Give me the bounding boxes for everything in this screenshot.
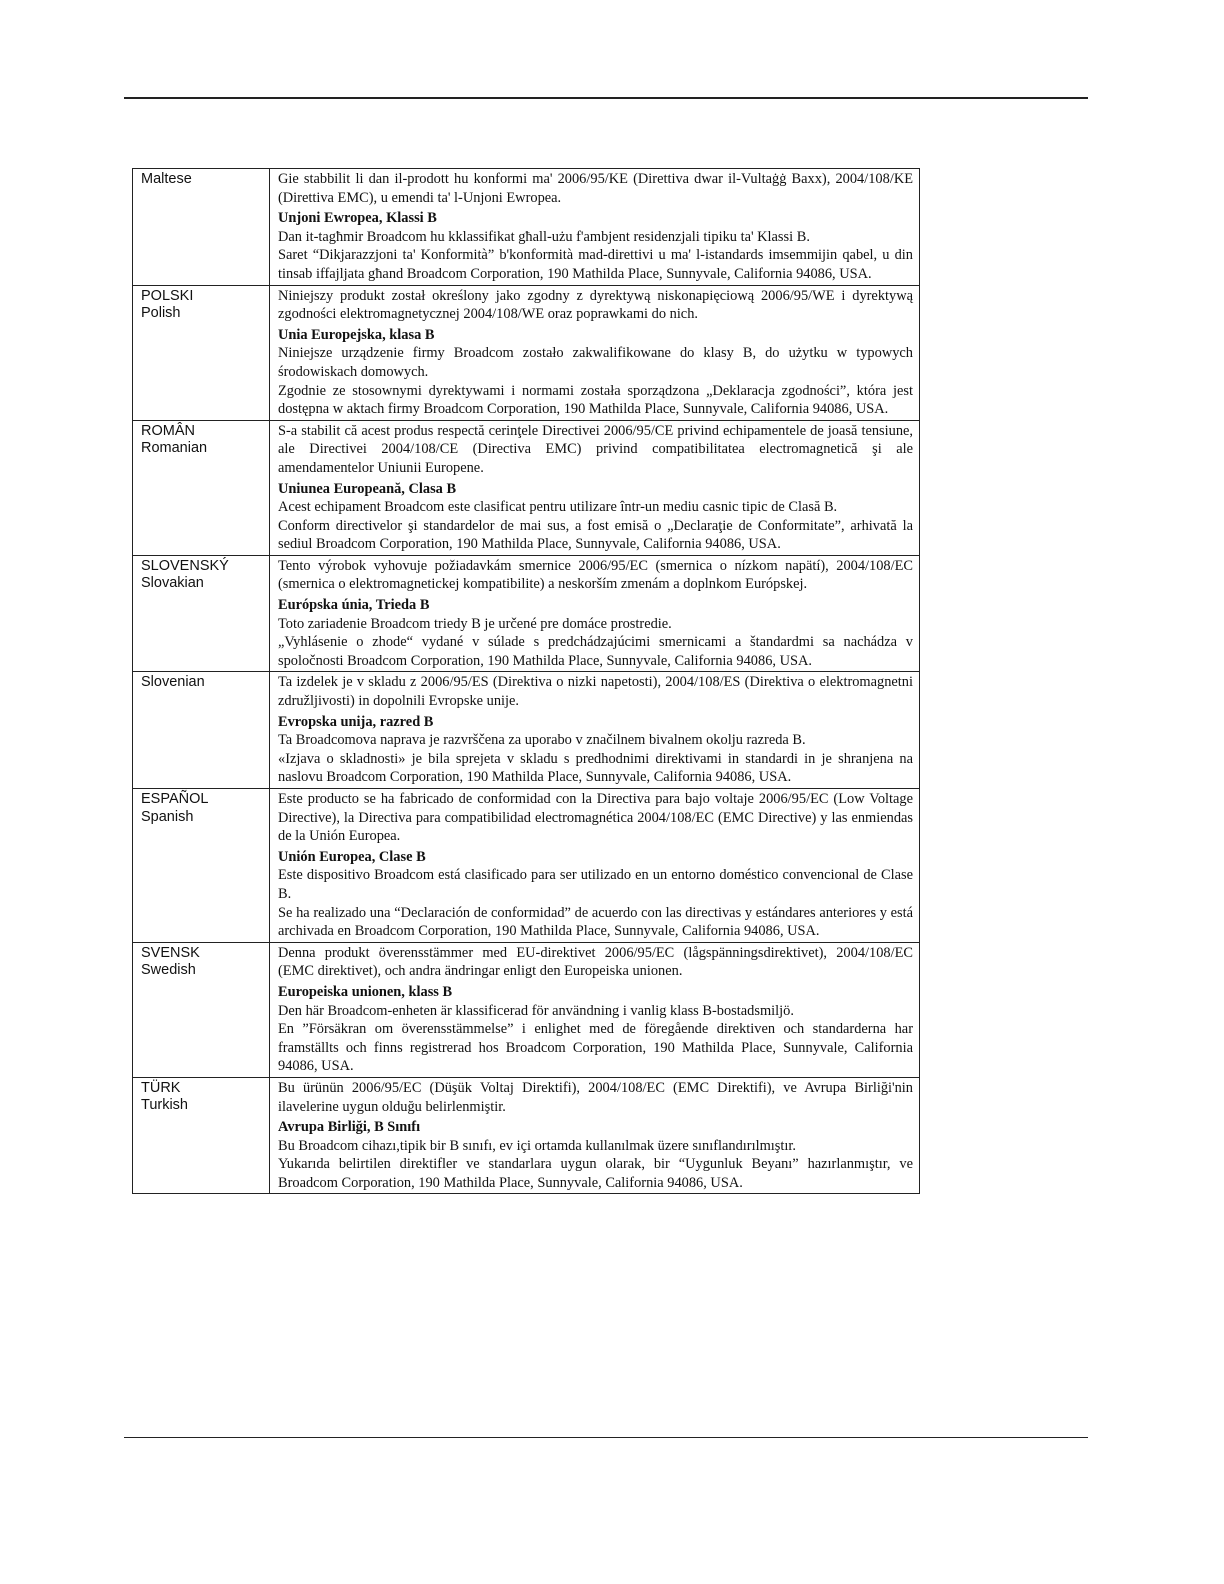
declaration-cell bbox=[270, 555, 920, 672]
conformity-statement: Zgodnie ze stosownymi dyrektywami i normami została sporządzona „Deklaracja zgodności”, która jest dostępna w aktach firmy Broadcom Corporation, 190 Mathilda Place, Sunnyvale, California 94086, USA. bbox=[278, 382, 913, 418]
language-code: TÜRK bbox=[141, 1079, 181, 1096]
conformity-statement: «Izjava o skladnosti» je bila sprejeta v skladu s predhodnimi direktivami in standardi in je shranjena na naslovu Broadcom Corporation, 190 Mathilda Place, Sunnyvale, California 94086, USA. bbox=[278, 750, 913, 786]
language-cell bbox=[133, 169, 270, 286]
eu-declaration-table bbox=[132, 168, 920, 1194]
table-row-swedish bbox=[133, 942, 920, 1077]
class-heading: Uniunea Europeană, Clasa B bbox=[278, 480, 457, 497]
language-code: SVENSK bbox=[141, 944, 200, 961]
language-cell bbox=[133, 1077, 270, 1194]
declaration-cell bbox=[270, 672, 920, 789]
class-statement: Acest echipament Broadcom este clasificat pentru utilizare într-un mediu casnic tipic de Clasă B. bbox=[278, 499, 838, 516]
table-row-polish bbox=[133, 285, 920, 420]
language-name: Swedish bbox=[141, 962, 196, 979]
language-name: Spanish bbox=[141, 808, 194, 825]
class-statement: Niniejsze urządzenie firmy Broadcom zostało zakwalifikowane do klasy B, do użytku w typowych środowiskach domowych. bbox=[278, 345, 913, 380]
class-statement: Ta Broadcomova naprava je razvrščena za uporabo v značilnem bivalnem okolju razreda B. bbox=[278, 732, 806, 749]
conformity-statement: Conform directivelor şi standardelor de mai sus, a fost emisă o „Declaraţie de Conformitate”, arhivată la sediul Broadcom Corporation, 190 Mathilda Place, Sunnyvale, California 94086, USA. bbox=[278, 517, 913, 553]
class-heading: Unjoni Ewropea, Klassi B bbox=[278, 210, 437, 227]
declaration-cell bbox=[270, 789, 920, 943]
declaration-intro: Tento výrobok vyhovuje požiadavkám smernice 2006/95/EC (smernica o nízkom napätí), 2004/108/EC (smernica o elektromagnetickej kompatibilite) a neskorším zmenám a doplnkom Európskej. bbox=[278, 557, 913, 593]
conformity-statement: Se ha realizado una “Declaración de conformidad” de acuerdo con las directivas y estándares anteriores y está archivada en Broadcom Corporation, 190 Mathilda Place, Sunnyvale, California 94086, USA. bbox=[278, 904, 913, 940]
declaration-cell bbox=[270, 169, 920, 286]
declaration-cell bbox=[270, 942, 920, 1077]
language-code: ESPAÑOL bbox=[141, 791, 209, 807]
conformity-statement: Yukarıda belirtilen direktifler ve standarlara uygun olarak, bir “Uygunluk Beyanı” hazırlanmıştır, ve Broadcom Corporation, 190 Mathilda Place, Sunnyvale, California 94086, USA. bbox=[278, 1156, 913, 1191]
footer-rule bbox=[124, 1437, 1088, 1438]
language-cell bbox=[133, 672, 270, 789]
declaration-intro: Denna produkt överensstämmer med EU-direktivet 2006/95/EC (lågspänningsdirektivet), 2004/108/EC (EMC direktivet), och andra ändringar enligt den Europeiska unionen. bbox=[278, 944, 913, 980]
declaration-cell bbox=[270, 420, 920, 555]
class-statement: Bu Broadcom cihazı,tipik bir B sınıfı, ev içi ortamda kullanılmak üzere sınıflandırılmıştır. bbox=[278, 1137, 796, 1154]
declaration-intro: Niniejszy produkt został określony jako zgodny z dyrektywą niskonapięciową 2006/95/WE i dyrektywą zgodności elektromagnetycznej 2004/108/WE oraz poprawkami do nich. bbox=[278, 287, 913, 323]
class-statement: Toto zariadenie Broadcom triedy B je určené pre domáce prostredie. bbox=[278, 615, 672, 632]
declaration-intro: Ta izdelek je v skladu z 2006/95/ES (Direktiva o nizki napetosti), 2004/108/ES (Direktiva o elektromagnetni združljivosti) in dopolnili Evropske unije. bbox=[278, 674, 913, 710]
table-row-slovenian bbox=[133, 672, 920, 789]
language-code: ROMÂN bbox=[141, 422, 195, 439]
language-cell bbox=[133, 555, 270, 672]
conformity-statement: Saret “Dikjarazzjoni ta' Konformità” b'konformità mad-direttivi u ma' l-istandards imsemmijin qabel, u din tinsab iffajljata għand Broadcom Corporation, 190 Mathilda Place, Sunnyvale, California 94086, USA. bbox=[278, 247, 913, 282]
conformity-statement: En ”Försäkran om överensstämmelse” i enlighet med de föregående direktiven och standarderna har framställts och finns registrerad hos Broadcom Corporation, 190 Mathilda Place, Sunnyvale, California 94086, USA. bbox=[278, 1021, 913, 1075]
declaration-intro: S-a stabilit că acest produs respectă cerinţele Directivei 2006/95/CE privind echipamentele de joasă tensiune, ale Directivei 2004/108/CE (Directiva EMC) privind compatibilitatea electromagnetică şi ale amendamentelor Uniunii Europene. bbox=[278, 422, 913, 476]
language-name: Turkish bbox=[141, 1097, 188, 1114]
language-cell bbox=[133, 420, 270, 555]
language-name: Romanian bbox=[141, 440, 208, 457]
language-name: Slovakian bbox=[141, 575, 204, 592]
language-cell bbox=[133, 942, 270, 1077]
table-row-turkish bbox=[133, 1077, 920, 1194]
language-cell bbox=[133, 789, 270, 943]
class-heading: Evropska unija, razred B bbox=[278, 713, 434, 730]
header-rule bbox=[124, 97, 1088, 99]
language-code: Maltese bbox=[141, 171, 192, 187]
class-heading: Avrupa Birliği, B Sınıfı bbox=[278, 1119, 421, 1136]
language-name: Polish bbox=[141, 305, 181, 322]
conformity-statement: „Vyhlásenie o zhode“ vydané v súlade s predchádzajúcimi smernicami a štandardmi sa nachádza v spoločnosti Broadcom Corporation, 190 Mathilda Place, Sunnyvale, California 94086, USA. bbox=[278, 634, 913, 669]
declaration-intro: Bu ürünün 2006/95/EC (Düşük Voltaj Direktifi), 2004/108/EC (EMC Direktifi), ve Avrupa Birliği'nin ilavelerine uygun olduğu belirlenmiştir. bbox=[278, 1079, 913, 1115]
language-code: Slovenian bbox=[141, 674, 205, 691]
class-heading: Európska únia, Trieda B bbox=[278, 597, 430, 614]
language-code: SLOVENSKÝ bbox=[141, 557, 229, 574]
declaration-cell bbox=[270, 285, 920, 420]
language-cell bbox=[133, 285, 270, 420]
table-row-spanish bbox=[133, 789, 920, 943]
declaration-intro: Gie stabbilit li dan il-prodott hu konformi ma' 2006/95/KE (Direttiva dwar il-Vultaġġ Baxx), 2004/108/KE (Direttiva EMC), u emendi ta' l-Unjoni Ewropea. bbox=[278, 171, 913, 206]
class-heading: Unión Europea, Clase B bbox=[278, 848, 426, 865]
language-code: POLSKI bbox=[141, 287, 194, 304]
declaration-intro: Este producto se ha fabricado de conformidad con la Directiva para bajo voltaje 2006/95/EC (Low Voltage Directive), la Directiva para compatibilidad electromagnética 2004/108/EC (EMC Directive) y las enmiendas de la Unión Europea. bbox=[278, 791, 913, 845]
class-statement: Este dispositivo Broadcom está clasificado para ser utilizado en un entorno doméstico convencional de Clase B. bbox=[278, 867, 913, 902]
declaration-cell bbox=[270, 1077, 920, 1194]
class-statement: Dan it-tagħmir Broadcom hu kklassifikat għall-użu f'ambjent residenzjali tipiku ta' Klassi B. bbox=[278, 228, 810, 245]
class-heading: Unia Europejska, klasa B bbox=[278, 326, 435, 343]
table-row-maltese bbox=[133, 169, 920, 286]
class-heading: Europeiska unionen, klass B bbox=[278, 983, 453, 1000]
table-row-slovakian bbox=[133, 555, 920, 672]
class-statement: Den här Broadcom-enheten är klassificerad för användning i vanlig klass B-bostadsmiljö. bbox=[278, 1002, 794, 1019]
table-row-romanian bbox=[133, 420, 920, 555]
